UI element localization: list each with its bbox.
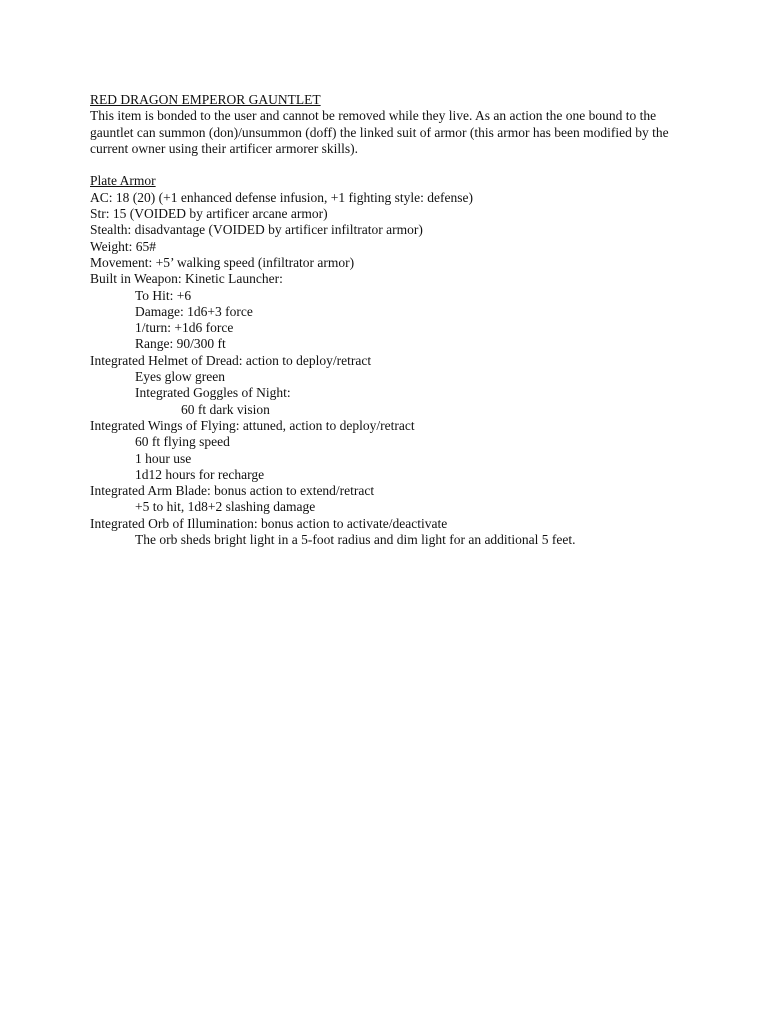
stat-str: Str: 15 (VOIDED by artificer arcane armor) (90, 206, 328, 222)
wings-recharge: 1d12 hours for recharge (135, 466, 265, 482)
intro-paragraph: This item is bonded to the user and cannot be removed while they live. As an action the one bound to the gauntlet can summon (don)/unsummon (doff) the linked suit of armor (this armor has been modified by the current owner using their artificer armorer skills). (90, 108, 669, 156)
weapon-damage: Damage: 1d6+3 force (135, 303, 253, 319)
stat-stealth: Stealth: disadvantage (VOIDED by artificer infiltrator armor) (90, 222, 423, 238)
arm-blade-attack: +5 to hit, 1d8+2 slashing damage (135, 499, 316, 515)
arm-blade-heading: Integrated Arm Blade: bonus action to extend/retract (90, 483, 375, 499)
stat-ac: AC: 18 (20) (+1 enhanced defense infusion, +1 fighting style: defense) (90, 189, 474, 205)
orb-description: The orb sheds bright light in a 5-foot radius and dim light for an additional 5 feet. (135, 532, 576, 548)
document-page (90, 92, 690, 548)
wings-heading: Integrated Wings of Flying: attuned, action to deploy/retract (90, 417, 415, 433)
section-heading-plate-armor: Plate Armor (90, 173, 156, 189)
weapon-to-hit: To Hit: +6 (135, 287, 192, 303)
orb-heading: Integrated Orb of Illumination: bonus action to activate/deactivate (90, 515, 448, 531)
weapon-per-turn: 1/turn: +1d6 force (135, 320, 234, 336)
document-title: RED DRAGON EMPEROR GAUNTLET (90, 92, 321, 107)
stat-movement: Movement: +5’ walking speed (infiltrator armor) (90, 254, 355, 270)
helmet-heading: Integrated Helmet of Dread: action to deploy/retract (90, 352, 372, 368)
wings-use: 1 hour use (135, 450, 192, 466)
helmet-dark-vision: 60 ft dark vision (181, 401, 270, 417)
stat-weight: Weight: 65# (90, 238, 157, 254)
weapon-range: Range: 90/300 ft (135, 336, 226, 352)
helmet-goggles: Integrated Goggles of Night: (135, 385, 291, 401)
helmet-eyes: Eyes glow green (135, 369, 225, 385)
weapon-heading: Built in Weapon: Kinetic Launcher: (90, 271, 283, 287)
blank-line (90, 157, 690, 173)
wings-speed: 60 ft flying speed (135, 434, 230, 450)
